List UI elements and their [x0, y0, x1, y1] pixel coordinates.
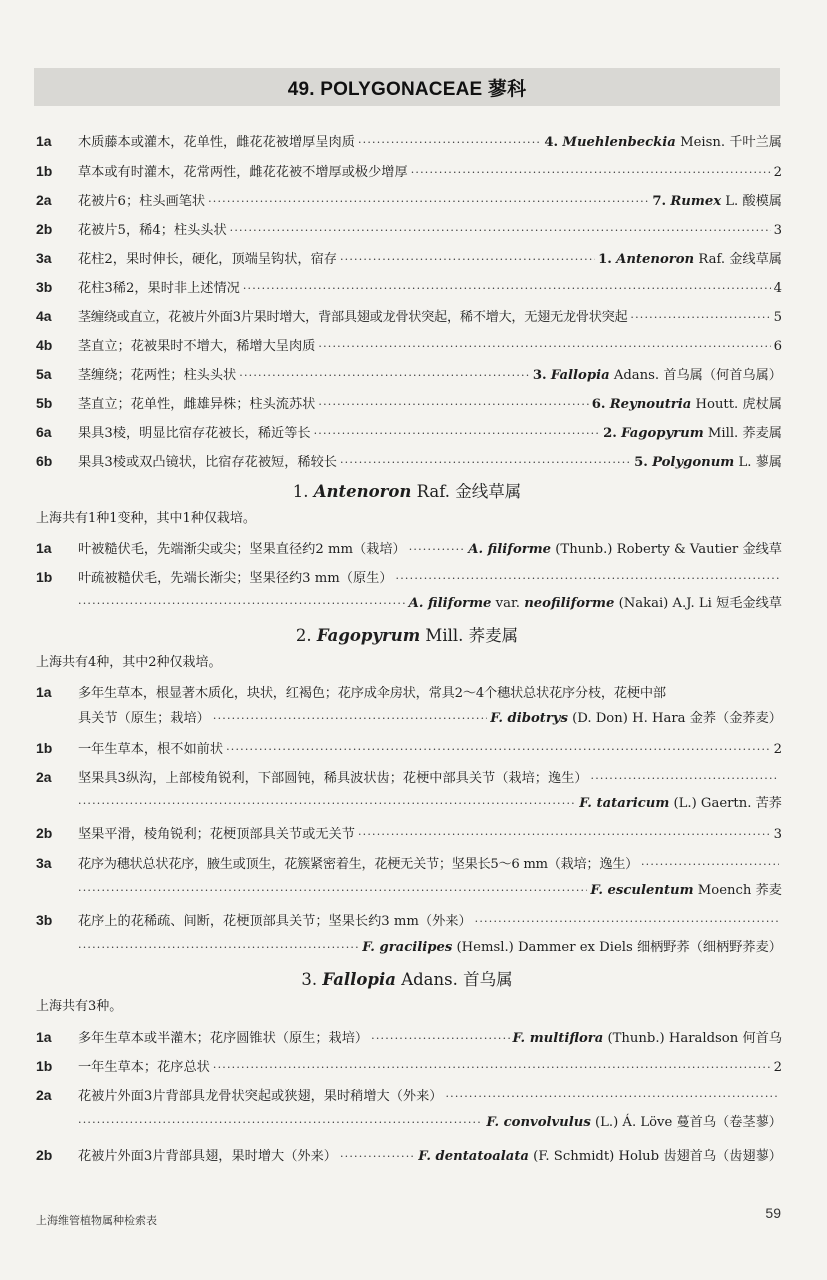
leader-dots: [340, 451, 631, 475]
key-text: 木质藤本或灌木，花单性，雌花花被增厚呈肉质: [78, 135, 355, 150]
key-target: F. gracilipes (Hemsl.) Dammer ex Diels 细柄野荞（细柄野荞麦）: [362, 940, 782, 955]
key-line-3b: [36, 275, 782, 299]
key-lead: 6a: [36, 424, 52, 440]
leader-dots: [340, 248, 595, 272]
key-target: F. esculentum Moench 荞麦: [590, 883, 782, 898]
key-line-5a: [36, 362, 782, 386]
key-text: 坚果具3纵沟，上部棱角锐利，下部圆钝，稀具波状齿；花梗中部具关节（栽培；逸生）: [78, 771, 588, 786]
key-lead: 2b: [36, 221, 53, 237]
genus-heading-fallopia: 3. Fallopia Adans. 首乌属: [301, 970, 513, 989]
key-line-1b: [36, 159, 782, 183]
key-lead: 5b: [36, 395, 53, 411]
key-line-2b: [36, 821, 782, 845]
key-text: 叶疏被糙伏毛，先端长渐尖；坚果径约3 mm（原生）: [78, 571, 393, 586]
key-line-4b: [36, 333, 782, 357]
genus-heading-fagopyrum: 2. Fagopyrum Mill. 荞麦属: [295, 626, 519, 645]
key-line-2a: [36, 1083, 782, 1107]
family-banner: [34, 68, 780, 106]
leader-dots: [239, 364, 530, 388]
leader-dots: [78, 1111, 483, 1135]
key-line-1b: [36, 1054, 782, 1078]
key-line-3b: [36, 908, 782, 932]
leader-dots: [591, 767, 779, 791]
key-target: A. filiforme var. neofiliforme (Nakai) A.J. Li 短毛金线草: [408, 596, 782, 611]
key-line-2a-cont: [78, 1111, 782, 1135]
leader-dots: [411, 161, 771, 185]
key-target: 4. Muehlenbeckia Meisn. 千叶兰属: [544, 135, 782, 150]
leader-dots: [318, 335, 770, 359]
key-target: F. dibotrys (D. Don) H. Hara 金荞（金荞麦）: [490, 711, 782, 726]
key-line-1a: [36, 1025, 782, 1049]
leader-dots: [213, 707, 487, 731]
leader-dots: [208, 190, 649, 214]
key-text: 花被片5，稀4；柱头头状: [78, 223, 227, 238]
key-lead: 1b: [36, 569, 53, 585]
leader-dots: [445, 1085, 779, 1109]
key-lead: 1a: [36, 540, 52, 556]
key-text: 茎缠绕；花两性；柱头头状: [78, 368, 237, 383]
key-line-4a: [36, 304, 782, 328]
key-text: 花被片6；柱头画笔状: [78, 194, 206, 209]
key-lead: 1b: [36, 740, 53, 756]
key-text: 花柱3稀2，果时非上述情况: [78, 281, 240, 296]
key-lead: 3b: [36, 912, 53, 928]
key-goto: 6: [773, 339, 782, 354]
key-text: 草本或有时灌木，花常两性，雌花花被不增厚或极少增厚: [78, 165, 408, 180]
key-target: 6. Reynoutria Houtt. 虎杖属: [591, 397, 782, 412]
key-text: 茎直立；花单性，雌雄异株；柱头流苏状: [78, 397, 316, 412]
key-text: 具关节（原生；栽培）: [78, 711, 210, 726]
leader-dots: [318, 393, 588, 417]
key-text: 花被片外面3片背部具翅，果时增大（外来）: [78, 1149, 337, 1164]
key-lead: 1a: [36, 133, 52, 149]
key-text: 花序为穗状总状花序，腋生或顶生，花簇紧密着生，花梗无关节；坚果长5～6 mm（栽培；逸生）: [78, 857, 638, 872]
key-goto: 3: [773, 827, 782, 842]
key-text: 果具3棱，明显比宿存花被长，稀近等长: [78, 426, 311, 441]
key-goto: 2: [773, 1060, 782, 1075]
leader-dots: [78, 936, 359, 960]
key-text: 一年生草本，根不如前状: [78, 742, 224, 757]
leader-dots: [78, 879, 587, 903]
key-text: 花柱2，果时伸长，硬化，顶端呈钩状，宿存: [78, 252, 337, 267]
key-text: 多年生草本，根显著木质化，块状，红褐色；花序成伞房状，常具2～4个穗状总状花序分枝，花梗中部: [78, 686, 666, 701]
leader-dots: [630, 306, 770, 330]
key-lead: 3a: [36, 855, 52, 871]
key-line-2a: [36, 188, 782, 212]
key-line-1a-cont: [78, 707, 782, 731]
genus-intro: 上海共有1种1变种，其中1种仅栽培。: [36, 511, 256, 526]
key-line-1b-cont: [78, 592, 782, 616]
key-lead: 6b: [36, 453, 53, 469]
key-lead: 2b: [36, 1147, 53, 1163]
key-target: 1. Antenoron Raf. 金线草属: [598, 252, 782, 267]
leader-dots: [78, 592, 406, 616]
key-line-3a: [36, 246, 782, 270]
key-lead: 3b: [36, 279, 53, 295]
key-lead: 4b: [36, 337, 53, 353]
key-line-6a: [36, 420, 782, 444]
key-text: 果具3棱或双凸镜状，比宿存花被短，稀较长: [78, 455, 337, 470]
key-text: 花序上的花稀疏、间断，花梗顶部具关节；坚果长约3 mm（外来）: [78, 914, 472, 929]
leader-dots: [78, 792, 576, 816]
key-line-6b: [36, 449, 782, 473]
genus-intro: 上海共有4种，其中2种仅栽培。: [36, 655, 222, 670]
leader-dots: [409, 538, 466, 562]
key-lead: 2b: [36, 825, 53, 841]
leader-dots: [243, 277, 771, 301]
key-target: F. convolvulus (L.) Á. Löve 蔓首乌（卷茎蓼）: [486, 1115, 782, 1130]
key-text: 坚果平滑，棱角锐利；花梗顶部具关节或无关节: [78, 827, 355, 842]
key-lead: 1b: [36, 1058, 53, 1074]
key-text: 多年生草本或半灌木；花序圆锥状（原生；栽培）: [78, 1031, 369, 1046]
key-target: 5. Polygonum L. 蓼属: [634, 455, 782, 470]
key-target: F. tataricum (L.) Gaertn. 苦荞: [579, 796, 782, 811]
key-lead: 4a: [36, 308, 52, 324]
key-text: 茎直立；花被果时不增大，稀增大呈肉质: [78, 339, 316, 354]
key-lead: 2a: [36, 192, 52, 208]
key-text: 一年生草本；花序总状: [78, 1060, 210, 1075]
key-line-1b: [36, 736, 782, 760]
key-text: 叶被糙伏毛，先端渐尖或尖；坚果直径约2 mm（栽培）: [78, 542, 406, 557]
key-text: 茎缠绕或直立，花被片外面3片果时增大，背部具翅或龙骨状突起，稀不增大，无翅无龙骨状突起: [78, 310, 628, 325]
leader-dots: [314, 422, 601, 446]
leader-dots: [226, 738, 771, 762]
key-goto: 4: [773, 281, 782, 296]
key-line-3b-cont: [78, 936, 782, 960]
family-title: 49. POLYGONACEAE 蓼科: [287, 78, 527, 100]
leader-dots: [358, 131, 541, 155]
key-line-1a: [36, 129, 782, 153]
key-goto: 2: [773, 742, 782, 757]
key-lead: 3a: [36, 250, 52, 266]
key-lead: 1b: [36, 163, 53, 179]
leader-dots: [396, 567, 779, 591]
leader-dots: [213, 1056, 771, 1080]
key-line-5b: [36, 391, 782, 415]
genus-heading-antenoron: 1. Antenoron Raf. 金线草属: [292, 482, 522, 501]
key-line-3a: [36, 851, 782, 875]
key-target: F. multiflora (Thunb.) Haraldson 何首乌: [512, 1031, 782, 1046]
key-lead: 5a: [36, 366, 52, 382]
key-lead: 2a: [36, 1087, 52, 1103]
leader-dots: [230, 219, 771, 243]
key-target: 2. Fagopyrum Mill. 荞麦属: [603, 426, 782, 441]
key-line-2a-cont: [78, 792, 782, 816]
key-line-1a: [36, 680, 782, 704]
key-text: 花被片外面3片背部具龙骨状突起或狭翅，果时稍增大（外来）: [78, 1089, 443, 1104]
key-line-1b: [36, 565, 782, 589]
key-goto: 3: [773, 223, 782, 238]
key-goto: 5: [773, 310, 782, 325]
key-lead: 2a: [36, 769, 52, 785]
key-target: 3. Fallopia Adans. 首乌属（何首乌属）: [532, 368, 782, 383]
leader-dots: [371, 1027, 509, 1051]
leader-dots: [340, 1145, 415, 1169]
leader-dots: [641, 853, 779, 877]
key-line-3a-cont: [78, 879, 782, 903]
leader-dots: [475, 910, 779, 934]
key-target: A. filiforme (Thunb.) Roberty & Vautier 金线草: [468, 542, 782, 557]
key-line-2a: [36, 765, 782, 789]
key-line-2b: [36, 217, 782, 241]
key-target: F. dentatoalata (F. Schmidt) Holub 齿翅首乌（齿翅蓼）: [418, 1149, 782, 1164]
key-lead: 1a: [36, 684, 52, 700]
genus-intro: 上海共有3种。: [36, 999, 123, 1014]
key-goto: 2: [773, 165, 782, 180]
key-line-2b: [36, 1143, 782, 1167]
book-title: 上海维管植物属种检索表: [36, 1215, 157, 1227]
key-lead: 1a: [36, 1029, 52, 1045]
page-number: 59: [765, 1205, 781, 1221]
key-line-1a: [36, 536, 782, 560]
key-target: 7. Rumex L. 酸模属: [652, 194, 782, 209]
leader-dots: [358, 823, 771, 847]
